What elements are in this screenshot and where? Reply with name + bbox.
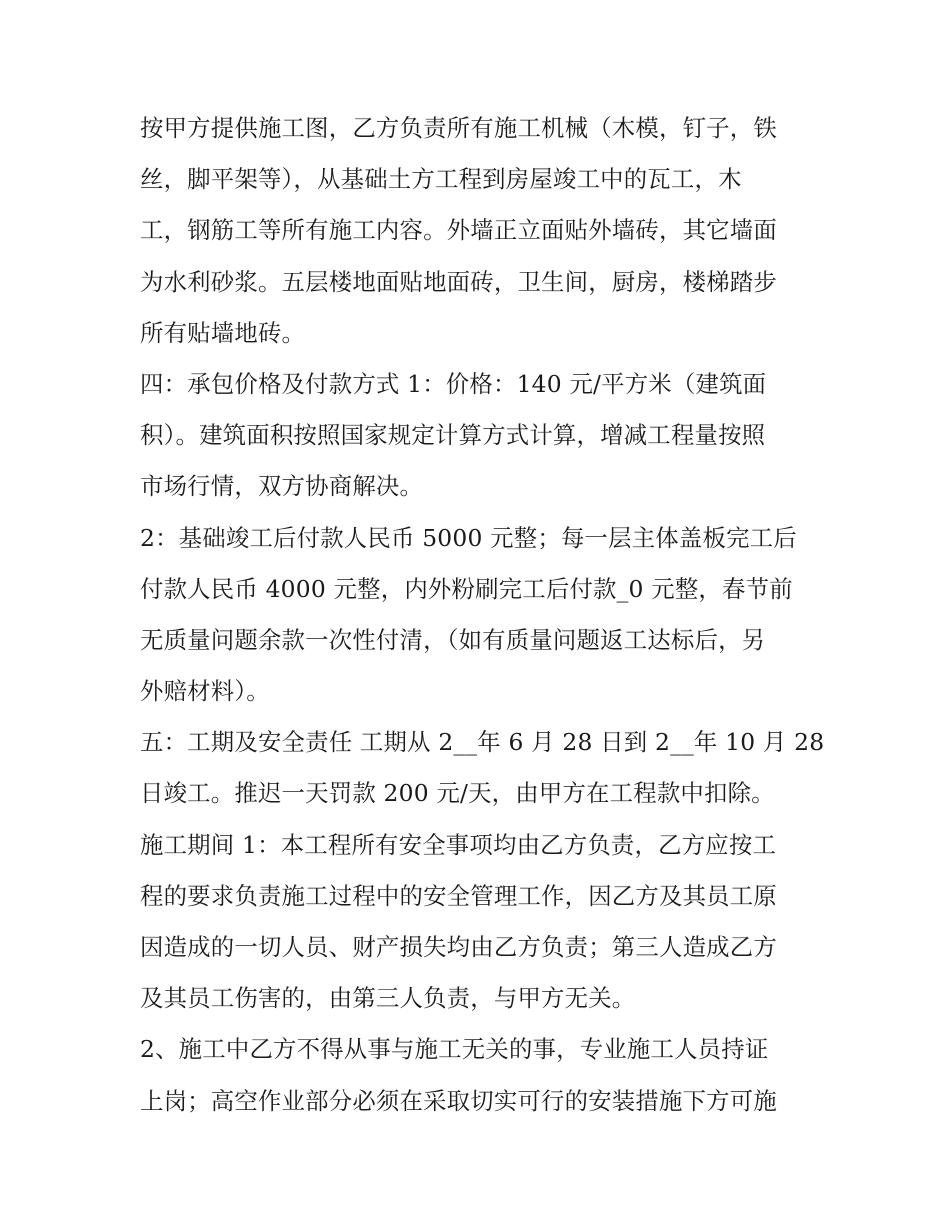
text-line: 无质量问题余款一次性付清，（如有质量问题返工达标后，另 (140, 625, 766, 654)
text-line: 工，钢筋工等所有施工内容。外墙正立面贴外墙砖，其它墙面 (140, 216, 777, 245)
text-line: 按甲方提供施工图，乙方负责所有施工机械（木模，钉子，铁 (140, 114, 777, 142)
text-line: 施工期间 1：本工程所有安全事项均由乙方负责，乙方应按工 (140, 830, 777, 859)
text-line: 及其员工伤害的，由第三人负责，与甲方无关。 (140, 984, 636, 1013)
text-line: 丝，脚平架等），从基础土方工程到房屋竣工中的瓦工，木 (140, 165, 742, 194)
section-heading-line: 四：承包价格及付款方式 1：价格：140 元/平方米（建筑面 (140, 369, 767, 398)
text-line: 付款人民币 4000 元整，内外粉刷完工后付款_0 元整，春节前 (140, 574, 793, 603)
text-line: 上岗；高空作业部分必须在采取切实可行的安装措施下方可施 (140, 1086, 777, 1115)
text-line: 因造成的一切人员、财产损失均由乙方负责；第三人造成乙方 (140, 933, 777, 961)
text-line: 外赔材料）。 (140, 677, 270, 706)
text-line: 程的要求负责施工过程中的安全管理工作，因乙方及其员工原 (140, 881, 777, 910)
text-line: 市场行情，双方协商解决。 (140, 472, 424, 501)
text-line: 2：基础竣工后付款人民币 5000 元整；每一层主体盖板完工后 (140, 523, 797, 552)
text-line: 2、施工中乙方不得从事与施工无关的事，专业施工人员持证 (140, 1035, 769, 1064)
contract-body-text (140, 103, 825, 1127)
text-line: 积）。建筑面积按照国家规定计算方式计算，增减工程量按照 (140, 421, 766, 450)
text-line: 为水利砂浆。五层楼地面贴地面砖，卫生间，厨房，楼梯踏步 (140, 267, 777, 296)
text-line: 日竣工。推迟一天罚款 200 元/天，由甲方在工程款中扣除。 (140, 779, 775, 808)
text-line: 所有贴墙地砖。 (140, 318, 306, 347)
section-heading-line: 五：工期及安全责任 工期从 2__年 6 月 28 日到 2__年 10 月 28 (140, 728, 825, 757)
